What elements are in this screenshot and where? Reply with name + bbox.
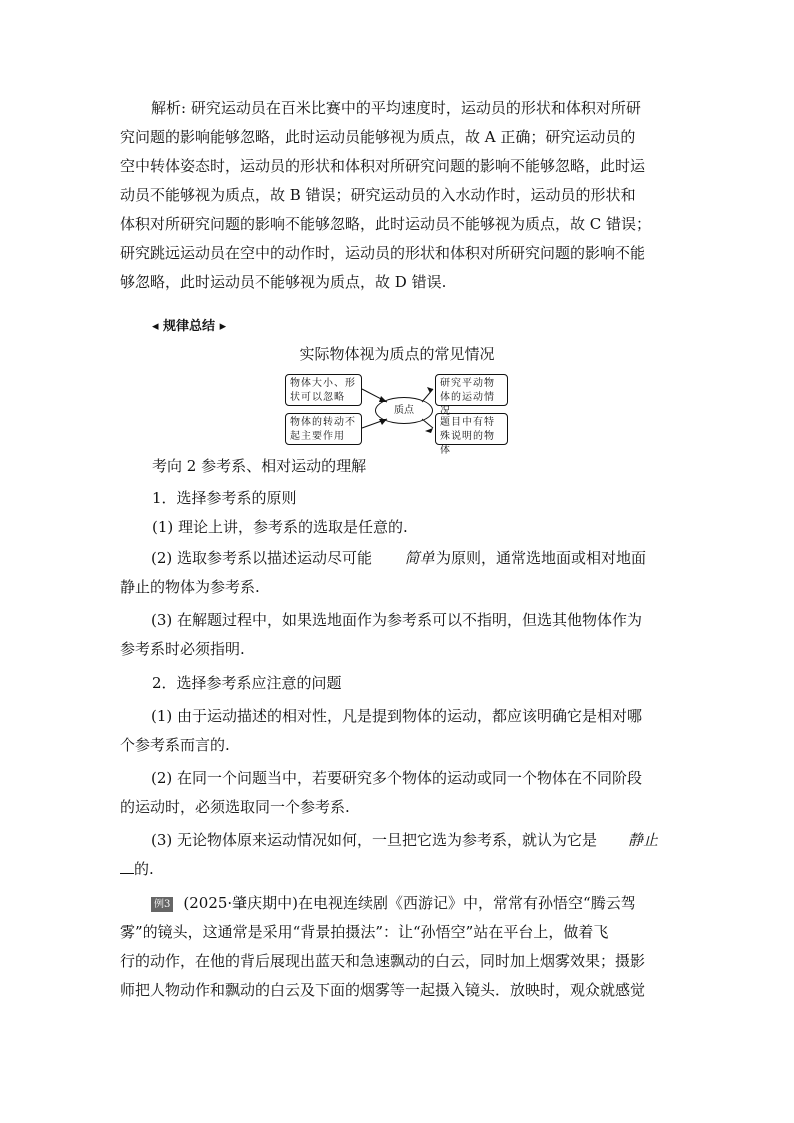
item1-p1: (1) 理论上讲，参考系的选取是任意的. (152, 518, 408, 536)
item2-p3 (120, 826, 675, 884)
analysis-line: 空中转体姿态时，运动员的形状和体积对所研究问题的影响不能够忽略，此时运 (120, 157, 646, 175)
item1-p3 (120, 606, 675, 664)
item2-p1-line1: (1) 由于运动描述的相对性，凡是提到物体的运动，都应该明确它是相对哪 (151, 707, 643, 725)
item1-p2 (120, 544, 675, 602)
answer-blank-tail (120, 873, 134, 874)
answer-blank-static: 静止 (597, 826, 649, 855)
section-heading: 考向 2 参考系、相对运动的理解 (152, 457, 367, 475)
summary-heading: ◂ 规律总结 ▸ (152, 319, 227, 334)
analysis-line: 研究跳远运动员在空中的动作时，运动员的形状和体积对所研究问题的影响不能 (120, 244, 646, 262)
item1-p2-text-b: 为原则，通常选地面或相对地面 (436, 549, 647, 567)
box-special-statement: 题目中有特殊说明的物体 (435, 413, 508, 445)
diagram-connectors (0, 0, 794, 460)
example-line: (2025·肇庆期中)在电视连续剧《西游记》中，常常有孙悟空“腾云驾 (183, 894, 636, 912)
example-line: 雾”的镜头，这通常是采用“背景拍摄法”：让“孙悟空”站在平台上，做着飞 (120, 923, 609, 941)
analysis-line: 究问题的影响能够忽略，此时运动员能够视为质点，故 A 正确；研究运动员的 (120, 128, 636, 146)
item1-title: 1．选择参考系的原则 (152, 489, 297, 507)
item1-p3-line1: (3) 在解题过程中，如果选地面作为参考系可以不指明，但选其他物体作为 (151, 611, 643, 629)
analysis-line: 体积对所研究问题的影响不能够忽略，此时运动员不能够视为质点，故 C 错误； (120, 215, 652, 233)
example-line: 师把人物动作和飘动的白云及下面的烟雾等一起摄入镜头．放映时，观众就感觉 (120, 981, 646, 999)
item2-p2-line1: (2) 在同一个问题当中，若要研究多个物体的运动或同一个物体在不同阶段 (151, 769, 643, 787)
box-rotation-minor: 物体的转动不起主要作用 (285, 413, 362, 445)
item2-p1-line2: 个参考系而言的. (120, 736, 230, 754)
diagram-title: 实际物体视为质点的常见情况 (299, 345, 495, 363)
item2-title: 2．选择参考系应注意的问题 (152, 674, 342, 692)
diagram-center-particle: 质点 (375, 397, 433, 424)
box-size-negligible: 物体大小、形状可以忽略 (285, 374, 362, 406)
item1-p3-line2: 参考系时必须指明. (120, 640, 245, 658)
item1-p2-line2: 静止的物体为参考系. (120, 578, 260, 596)
item2-p1 (120, 702, 675, 760)
box-translation-motion: 研究平动物体的运动情况 (435, 374, 508, 406)
analysis-line: 动员不能够视为质点，故 B 错误；研究运动员的入水动作时，运动员的形状和 (120, 186, 636, 204)
analysis-line: 解析: 研究运动员在百米比赛中的平均速度时，运动员的形状和体积对所研 (151, 99, 641, 117)
example-line: 行的动作，在他的背后展现出蓝天和急速飘动的白云，同时加上烟雾效果；摄影 (120, 952, 646, 970)
example-3 (120, 889, 675, 1005)
item2-p2 (120, 764, 675, 822)
analysis-line: 够忽略，此时运动员不能够视为质点，故 D 错误. (120, 273, 447, 291)
item2-p2-line2: 的运动时，必须选取同一个参考系. (120, 798, 350, 816)
example-badge: 例3 (151, 897, 173, 912)
answer-blank-simple: 简单 (372, 544, 436, 573)
item2-p3-text-b: 的. (134, 860, 154, 878)
item2-p3-text-a: (3) 无论物体原来运动情况如何，一旦把它选为参考系，就认为它是 (151, 831, 598, 849)
item1-p2-text-a: (2) 选取参考系以描述运动尽可能 (151, 549, 373, 567)
